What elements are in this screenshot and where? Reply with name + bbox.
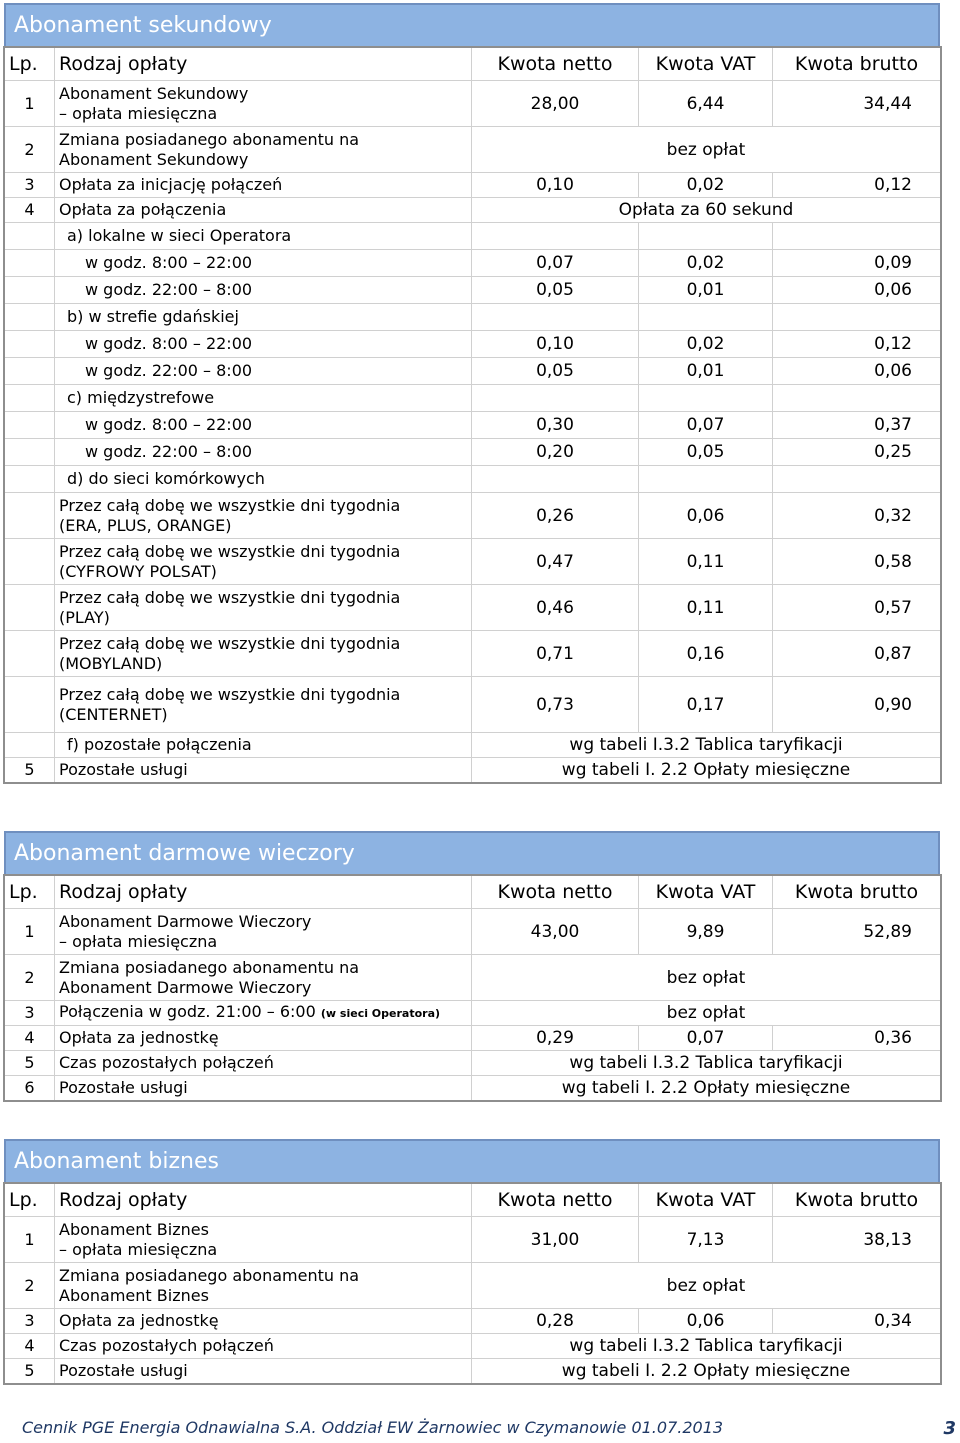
table-row	[5, 733, 941, 758]
row-number: 2	[5, 955, 55, 1001]
table-row	[5, 539, 941, 585]
vat-cell: 0,01	[639, 277, 773, 304]
header-netto: Kwota netto	[472, 876, 639, 909]
vat-cell: 9,89	[639, 909, 773, 955]
page-footer: Cennik PGE Energia Odnawialna S.A. Oddział EW Żarnowiec w Czymanowie 01.07.2013	[22, 1418, 724, 1437]
value-cell: wg tabeli I.3.2 Tablica taryfikacji	[472, 1051, 941, 1076]
row-label-line: (MOBYLAND)	[59, 653, 163, 673]
netto-cell: 43,00	[472, 909, 639, 955]
brutto-cell: 0,09	[773, 250, 941, 277]
header-lp: Lp.	[5, 876, 55, 909]
row-label: w godz. 22:00 – 8:00	[55, 277, 472, 304]
row-label	[55, 127, 472, 173]
netto-cell: 0,10	[472, 331, 639, 358]
row-label: w godz. 8:00 – 22:00	[55, 331, 472, 358]
header-rodzaj: Rodzaj opłaty	[55, 876, 472, 909]
row-label-line: Zmiana posiadanego abonamentu na	[59, 957, 360, 977]
table-header-row	[5, 876, 941, 909]
table-header-row	[5, 48, 941, 81]
row-label-line: – opłata miesięczna	[59, 103, 218, 123]
brutto-cell: 0,34	[773, 1309, 941, 1334]
table-row	[5, 1217, 941, 1263]
row-label-line: Przez całą dobę we wszystkie dni tygodnia	[59, 633, 401, 653]
row-label: Opłata za inicjację połączeń	[55, 173, 472, 198]
row-label: Opłata za jednostkę	[55, 1309, 472, 1334]
header-lp: Lp.	[5, 48, 55, 81]
table-row	[5, 758, 941, 783]
row-label: Opłata za jednostkę	[55, 1026, 472, 1051]
brutto-cell: 0,06	[773, 277, 941, 304]
header-vat: Kwota VAT	[639, 1184, 773, 1217]
vat-cell: 0,02	[639, 250, 773, 277]
row-number: 4	[5, 1026, 55, 1051]
row-label-line: Przez całą dobę we wszystkie dni tygodnia	[59, 541, 401, 561]
table-row	[5, 304, 941, 331]
value-cell: bez opłat	[472, 955, 941, 1001]
subsection-label: c) międzystrefowe	[55, 385, 472, 412]
vat-cell: 0,06	[639, 1309, 773, 1334]
row-label	[55, 955, 472, 1001]
netto-cell: 0,05	[472, 277, 639, 304]
row-number: 5	[5, 758, 55, 783]
table-row	[5, 81, 941, 127]
section-title: Abonament sekundowy	[4, 3, 940, 47]
netto-cell: 0,73	[472, 677, 639, 733]
row-label-line: (CENTERNET)	[59, 704, 168, 724]
vat-cell: 0,07	[639, 412, 773, 439]
row-label	[55, 631, 472, 677]
brutto-cell: 0,12	[773, 331, 941, 358]
table-row	[5, 677, 941, 733]
table-row	[5, 1309, 941, 1334]
row-number: 2	[5, 127, 55, 173]
table-row	[5, 439, 941, 466]
netto-cell: 0,29	[472, 1026, 639, 1051]
row-label: Pozostałe usługi	[55, 1359, 472, 1384]
row-label: Pozostałe usługi	[55, 758, 472, 783]
netto-cell: 0,46	[472, 585, 639, 631]
row-label: w godz. 22:00 – 8:00	[55, 358, 472, 385]
row-label-main: Połączenia w godz. 21:00 – 6:00	[59, 1002, 316, 1021]
section-title: Abonament darmowe wieczory	[4, 831, 940, 875]
row-label-line: Abonament Darmowe Wieczory	[59, 977, 312, 997]
vat-cell: 6,44	[639, 81, 773, 127]
row-label-note: (w sieci Operatora)	[320, 1007, 441, 1020]
fee-table	[4, 47, 941, 783]
header-rodzaj: Rodzaj opłaty	[55, 1184, 472, 1217]
table-row	[5, 1334, 941, 1359]
row-number: 4	[5, 1334, 55, 1359]
row-label	[55, 909, 472, 955]
netto-cell: 0,10	[472, 173, 639, 198]
row-number: 5	[5, 1051, 55, 1076]
netto-cell: 0,30	[472, 412, 639, 439]
row-number: 5	[5, 1359, 55, 1384]
netto-cell: 0,26	[472, 493, 639, 539]
brutto-cell: 0,90	[773, 677, 941, 733]
netto-cell: 0,20	[472, 439, 639, 466]
row-label: Pozostałe usługi	[55, 1076, 472, 1101]
netto-cell: 0,47	[472, 539, 639, 585]
row-label-line: Zmiana posiadanego abonamentu na	[59, 129, 360, 149]
row-label	[55, 1263, 472, 1309]
table-row	[5, 223, 941, 250]
section-abonament-sekundowy	[4, 3, 940, 783]
table-row	[5, 173, 941, 198]
row-label	[55, 585, 472, 631]
netto-cell: 0,71	[472, 631, 639, 677]
row-number: 1	[5, 81, 55, 127]
table-header-row	[5, 1184, 941, 1217]
table-row	[5, 585, 941, 631]
row-label	[55, 81, 472, 127]
page-number: 3	[943, 1418, 956, 1439]
brutto-cell: 0,57	[773, 585, 941, 631]
row-label-line: Abonament Sekundowy	[59, 83, 249, 103]
vat-cell: 7,13	[639, 1217, 773, 1263]
brutto-cell: 0,36	[773, 1026, 941, 1051]
value-cell: wg tabeli I. 2.2 Opłaty miesięczne	[472, 1076, 941, 1101]
table-row	[5, 358, 941, 385]
row-label-line: Zmiana posiadanego abonamentu na	[59, 1265, 360, 1285]
vat-cell: 0,17	[639, 677, 773, 733]
row-label-line: Abonament Biznes	[59, 1285, 209, 1305]
netto-cell: 0,07	[472, 250, 639, 277]
table-row	[5, 1076, 941, 1101]
table-row	[5, 198, 941, 223]
table-row	[5, 127, 941, 173]
row-number: 6	[5, 1076, 55, 1101]
brutto-cell: 0,58	[773, 539, 941, 585]
fee-table	[4, 1183, 941, 1384]
row-label	[55, 1217, 472, 1263]
netto-cell: 0,05	[472, 358, 639, 385]
table-row	[5, 493, 941, 539]
netto-cell: 0,28	[472, 1309, 639, 1334]
note-cell: Opłata za 60 sekund	[472, 198, 941, 223]
header-brutto: Kwota brutto	[773, 1184, 941, 1217]
value-cell: bez opłat	[472, 127, 941, 173]
row-label: Opłata za połączenia	[55, 198, 472, 223]
row-label-line: (ERA, PLUS, ORANGE)	[59, 515, 232, 535]
value-cell: wg tabeli I. 2.2 Opłaty miesięczne	[472, 1359, 941, 1384]
row-label	[55, 1001, 472, 1026]
row-label: f) pozostałe połączenia	[55, 733, 472, 758]
vat-cell: 0,06	[639, 493, 773, 539]
netto-cell: 28,00	[472, 81, 639, 127]
vat-cell: 0,02	[639, 331, 773, 358]
row-label-line: Przez całą dobę we wszystkie dni tygodnia	[59, 684, 401, 704]
row-label-line: Abonament Sekundowy	[59, 149, 249, 169]
brutto-cell: 0,32	[773, 493, 941, 539]
table-row	[5, 466, 941, 493]
row-label: w godz. 22:00 – 8:00	[55, 439, 472, 466]
brutto-cell: 0,37	[773, 412, 941, 439]
value-cell: bez opłat	[472, 1001, 941, 1026]
header-rodzaj: Rodzaj opłaty	[55, 48, 472, 81]
row-number: 3	[5, 1309, 55, 1334]
row-label-line: Abonament Darmowe Wieczory	[59, 911, 312, 931]
row-label-line: (PLAY)	[59, 607, 110, 627]
row-label	[55, 493, 472, 539]
vat-cell: 0,16	[639, 631, 773, 677]
value-cell: wg tabeli I.3.2 Tablica taryfikacji	[472, 1334, 941, 1359]
table-row	[5, 1359, 941, 1384]
row-label-line: – opłata miesięczna	[59, 931, 218, 951]
value-cell: wg tabeli I.3.2 Tablica taryfikacji	[472, 733, 941, 758]
section-abonament-darmowe-wieczory	[4, 831, 940, 1101]
table-row	[5, 277, 941, 304]
table-row	[5, 412, 941, 439]
section-abonament-biznes	[4, 1139, 940, 1384]
value-cell: bez opłat	[472, 1263, 941, 1309]
row-number: 1	[5, 1217, 55, 1263]
fee-table	[4, 875, 941, 1101]
vat-cell: 0,02	[639, 173, 773, 198]
row-number: 3	[5, 173, 55, 198]
header-brutto: Kwota brutto	[773, 48, 941, 81]
table-row	[5, 250, 941, 277]
brutto-cell: 34,44	[773, 81, 941, 127]
table-row	[5, 331, 941, 358]
row-label: Czas pozostałych połączeń	[55, 1051, 472, 1076]
row-label	[55, 539, 472, 585]
row-number: 3	[5, 1001, 55, 1026]
header-netto: Kwota netto	[472, 1184, 639, 1217]
value-cell: wg tabeli I. 2.2 Opłaty miesięczne	[472, 758, 941, 783]
brutto-cell: 0,12	[773, 173, 941, 198]
table-row	[5, 909, 941, 955]
row-number: 1	[5, 909, 55, 955]
brutto-cell: 52,89	[773, 909, 941, 955]
table-row	[5, 1263, 941, 1309]
row-label: w godz. 8:00 – 22:00	[55, 250, 472, 277]
vat-cell: 0,07	[639, 1026, 773, 1051]
brutto-cell: 0,06	[773, 358, 941, 385]
header-vat: Kwota VAT	[639, 48, 773, 81]
table-row	[5, 1001, 941, 1026]
table-row	[5, 1026, 941, 1051]
header-lp: Lp.	[5, 1184, 55, 1217]
header-vat: Kwota VAT	[639, 876, 773, 909]
netto-cell: 31,00	[472, 1217, 639, 1263]
section-title: Abonament biznes	[4, 1139, 940, 1183]
row-label-line: Przez całą dobę we wszystkie dni tygodnia	[59, 495, 401, 515]
row-label-line: Abonament Biznes	[59, 1219, 209, 1239]
subsection-label: a) lokalne w sieci Operatora	[55, 223, 472, 250]
vat-cell: 0,01	[639, 358, 773, 385]
brutto-cell: 0,87	[773, 631, 941, 677]
row-label: Czas pozostałych połączeń	[55, 1334, 472, 1359]
row-label-line: – opłata miesięczna	[59, 1239, 218, 1259]
vat-cell: 0,11	[639, 539, 773, 585]
table-row	[5, 385, 941, 412]
row-label-line: (CYFROWY POLSAT)	[59, 561, 217, 581]
table-row	[5, 955, 941, 1001]
vat-cell: 0,11	[639, 585, 773, 631]
row-label: w godz. 8:00 – 22:00	[55, 412, 472, 439]
subsection-label: d) do sieci komórkowych	[55, 466, 472, 493]
table-row	[5, 631, 941, 677]
brutto-cell: 0,25	[773, 439, 941, 466]
row-number: 4	[5, 198, 55, 223]
header-brutto: Kwota brutto	[773, 876, 941, 909]
subsection-label: b) w strefie gdańskiej	[55, 304, 472, 331]
row-number: 2	[5, 1263, 55, 1309]
row-label-line: Przez całą dobę we wszystkie dni tygodnia	[59, 587, 401, 607]
row-label	[55, 677, 472, 733]
header-netto: Kwota netto	[472, 48, 639, 81]
table-row	[5, 1051, 941, 1076]
brutto-cell: 38,13	[773, 1217, 941, 1263]
vat-cell: 0,05	[639, 439, 773, 466]
